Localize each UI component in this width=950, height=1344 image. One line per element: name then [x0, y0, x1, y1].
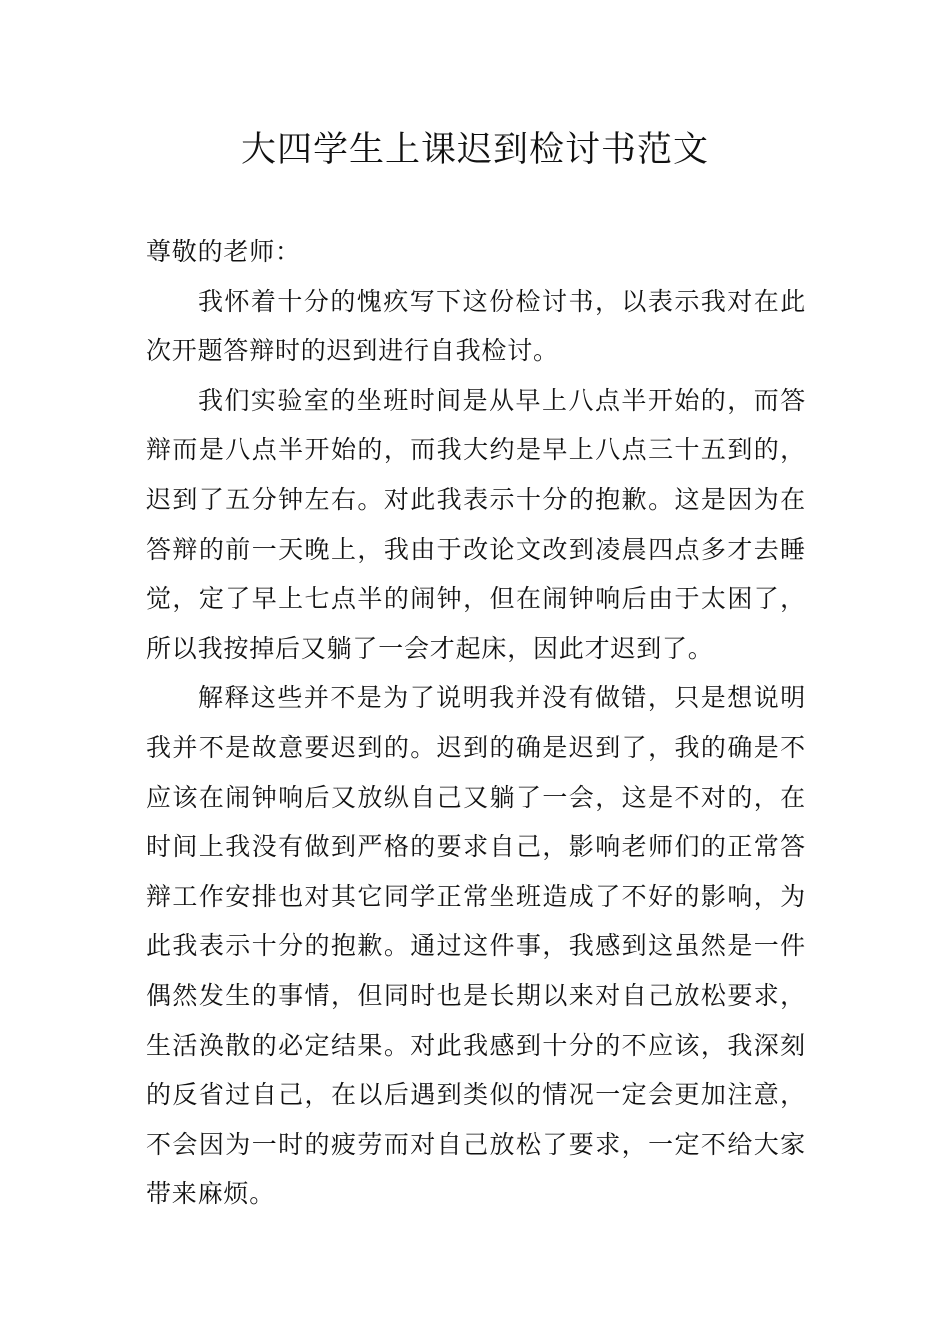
paragraph-3: 解释这些并不是为了说明我并没有做错，只是想说明我并不是故意要迟到的。迟到的确是迟到了，我的确是不应该在闹钟响后又放纵自己又躺了一会，这是不对的，在时间上我没有做到严格的要求自己，影响老师们的正常答辩工作安排也对其它同学正常坐班造成了不好的影响，为此我表示十分的抱歉。通过这件事，我感到这虽然是一件偶然发生的事情，但同时也是长期以来对自己放松要求，生活涣散的必定结果。对此我感到十分的不应该，我深刻的反省过自己，在以后遇到类似的情况一定会更加注意，不会因为一时的疲劳而对自己放松了要求，一定不给大家带来麻烦。	[146, 683, 806, 1209]
paragraph-1: 我怀着十分的愧疚写下这份检讨书，以表示我对在此次开题答辩时的迟到进行自我检讨。	[146, 286, 806, 366]
paragraph-2: 我们实验室的坐班时间是从早上八点半开始的，而答辩而是八点半开始的，而我大约是早上八点三十五到的，迟到了五分钟左右。对此我表示十分的抱歉。这是因为在答辩的前一天晚上，我由于改论文改到凌晨四点多才去睡觉，定了早上七点半的闹钟，但在闹钟响后由于太困了，所以我按掉后又躺了一会才起床，因此才迟到了。	[146, 385, 806, 663]
document-body	[146, 227, 806, 1219]
document-title: 大四学生上课迟到检讨书范文	[240, 130, 709, 170]
salutation: 尊敬的老师：	[146, 237, 301, 266]
